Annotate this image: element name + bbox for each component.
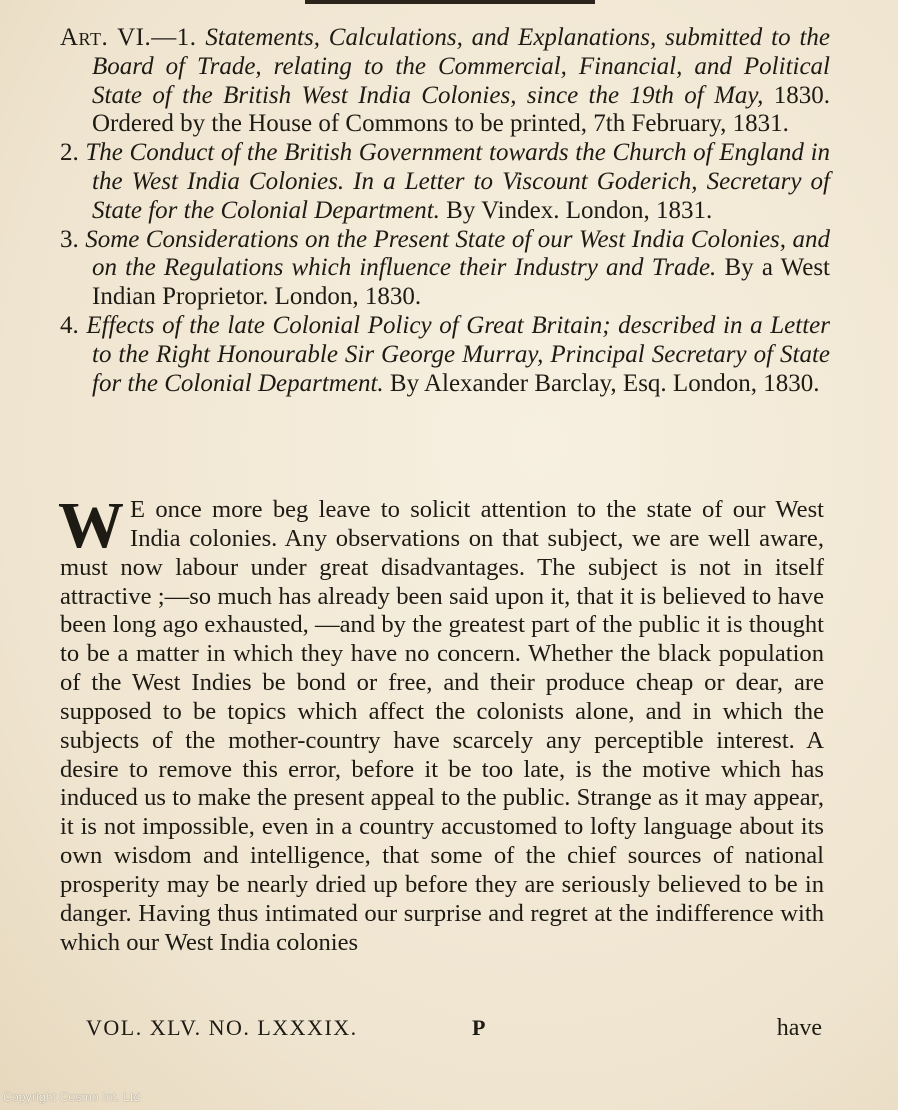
volume-line: VOL. XLV. NO. LXXXIX.	[86, 1015, 358, 1040]
reference-item	[60, 24, 830, 139]
reference-number: 2.	[60, 139, 79, 167]
page-footer	[86, 1015, 822, 1045]
reference-details: By Alexander Barclay, Esq. London, 1830.	[389, 369, 820, 397]
body-paragraph: once more beg leave to solicit attention to the state of our West India colonies. Any observations on that subject, we are well aware, must now labour under great disadvantages. The subject is not in itself attractive ;—so much has already been said upon it, that it is believed to have been long ago exhausted, —and by the greatest part of the public it is thought to be a matter in which they have no concern. Whether the black population of the West Indies be bond or free, and their produce cheap or dear, are supposed to be topics which affect the colonists alone, and in which the subjects of the mother-country have scarcely any perceptible interest. A desire to remove this error, before it be too late, is the motive which has induced us to make the present appeal to the public. Strange as it may appear, it is not impossible, even in a country accustomed to lofty language about its own wisdom and intelligence, that some of the chief sources of national prosperity may be nearly dried up before they are seriously believed to be in danger. Having thus intimated our surprise and regret at the indifference with which our West India colonies	[60, 496, 824, 956]
reference-title: Statements, Calculations, and Explanations, submitted to the Board of Trade, relating to the Commercial, Financial, and Political State of the British West India Colonies, since the 19th of May,	[92, 24, 831, 109]
reference-number: 4.	[60, 311, 79, 339]
reference-title: Effects of the late Colonial Policy of Great Britain; described in a Letter to the Right Honourable Sir George Murray, Principal Secretary of State for the Colonial Department.	[86, 311, 831, 397]
signature-mark: P	[472, 1015, 486, 1040]
reference-item	[60, 312, 830, 398]
reference-details: 1830. Ordered by the House of Commons to be printed, 7th February, 1831.	[92, 81, 830, 138]
reference-title: Some Considerations on the Present State of our West India Colonies, and on the Regulations which influence their Industry and Trade.	[85, 225, 830, 282]
reference-item	[60, 139, 830, 225]
reference-title: The Conduct of the British Government towards the Church of England in the West India Colonies. In a Letter to Viscount Goderich, Secretary of State for the Colonial Department.	[85, 139, 831, 224]
reference-item	[60, 226, 830, 312]
top-rule	[305, 0, 595, 4]
article-body	[58, 489, 824, 958]
copyright-watermark: Copyright Cosmo Int. Ltd	[3, 1090, 141, 1104]
drop-cap: W	[58, 489, 124, 562]
reference-number: 3.	[60, 225, 79, 253]
reference-list	[60, 24, 830, 398]
reference-number: Art. VI.—1.	[60, 24, 197, 51]
catchword: have	[776, 1015, 822, 1041]
reference-details: By a West Indian Proprietor. London, 1830.	[92, 254, 831, 311]
first-word-rest: E	[130, 496, 146, 523]
reference-details: By Vindex. London, 1831.	[446, 196, 713, 224]
